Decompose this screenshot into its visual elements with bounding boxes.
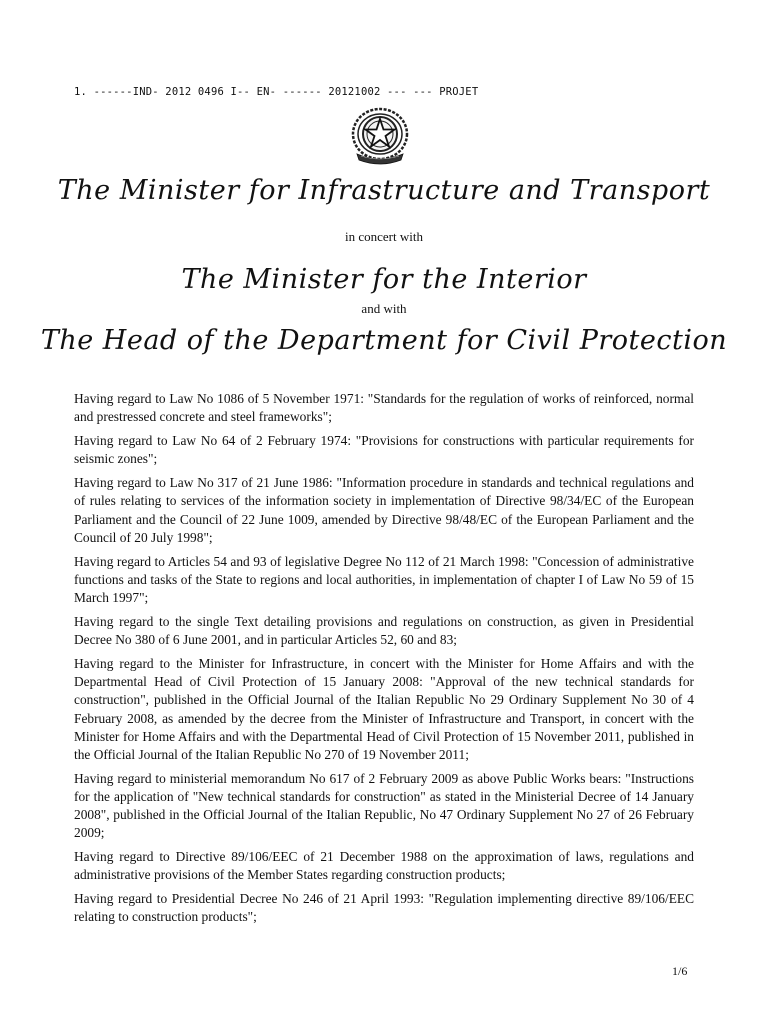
preamble-paragraph: Having regard to Law No 64 of 2 February 1974: "Provisions for constructions with particular requirements for seismic zones"; <box>74 433 694 467</box>
page-number: 1/6 <box>672 964 688 978</box>
heading-minister-interior: The Minister for the Interior <box>181 264 587 295</box>
connector-in-concert-with: in concert with <box>345 229 423 244</box>
heading-minister-transport: The Minister for Infrastructure and Transport <box>57 175 711 206</box>
document-reference: 1. ------IND- 2012 0496 I-- EN- ------ 20121002 --- --- PROJET <box>74 86 479 98</box>
preamble-paragraph: Having regard to the Minister for Infrastructure, in concert with the Minister for Home Affairs and with the Departmental Head of Civil Protection of 15 January 2008: "Approval of the new technical standards for construction", published in the Official Journal of the Italian Republic No 29 Ordinary Supplement No 30 of 4 February 2008, as amended by the decree from the Minister of Infrastructure and Transport, in concert with the Minister for Home Affairs and with the Departmental Head of Civil Protection of 15 November 2011, published in the Official Journal of the Italian Republic No 270 of 19 November 2011; <box>74 656 694 762</box>
preamble-paragraph: Having regard to Articles 54 and 93 of legislative Degree No 112 of 21 March 1998: "Concession of administrative functions and tasks of the State to regions and local authorities, in implementation of chapter I of Law No 59 of 15 March 1997"; <box>74 553 694 605</box>
preamble-paragraph: Having regard to ministerial memorandum No 617 of 2 February 2009 as above Public Works bears: "Instructions for the application of "New technical standards for construction" as stated in the Ministerial Decree of 14 January 2008", published in the Official Journal of the Italian Republic, No 47 Ordinary Supplement No 27 of 26 February 2009; <box>74 770 694 841</box>
preamble-body <box>74 390 694 933</box>
preamble-paragraph: Having regard to Presidential Decree No 246 of 21 April 1993: "Regulation implementing directive 89/106/EEC relating to construction products"; <box>74 891 694 925</box>
preamble-paragraph: Having regard to Law No 1086 of 5 November 1971: "Standards for the regulation of works of reinforced, normal and prestressed concrete and steel frameworks"; <box>74 391 694 425</box>
heading-head-civil-protection: The Head of the Department for Civil Protection <box>40 325 728 356</box>
preamble-paragraph: Having regard to the single Text detailing provisions and regulations on construction, as given in Presidential Decree No 380 of 6 June 2001, and in particular Articles 52, 60 and 83; <box>74 614 694 648</box>
preamble-paragraph: Having regard to Law No 317 of 21 June 1986: "Information procedure in standards and technical regulations and of rules relating to services of the information society in implementation of Directive 98/34/EC of the European Parliament and the Council of 22 June 1009, amended by Directive 98/48/EC of the European Parliament and the Council of 20 July 1998"; <box>74 475 694 545</box>
preamble-paragraph: Having regard to Directive 89/106/EEC of 21 December 1988 on the approximation of laws, regulations and administrative provisions of the Member States regarding construction products; <box>74 849 694 883</box>
italian-republic-emblem-icon <box>349 104 411 168</box>
connector-and-with: and with <box>361 301 407 316</box>
